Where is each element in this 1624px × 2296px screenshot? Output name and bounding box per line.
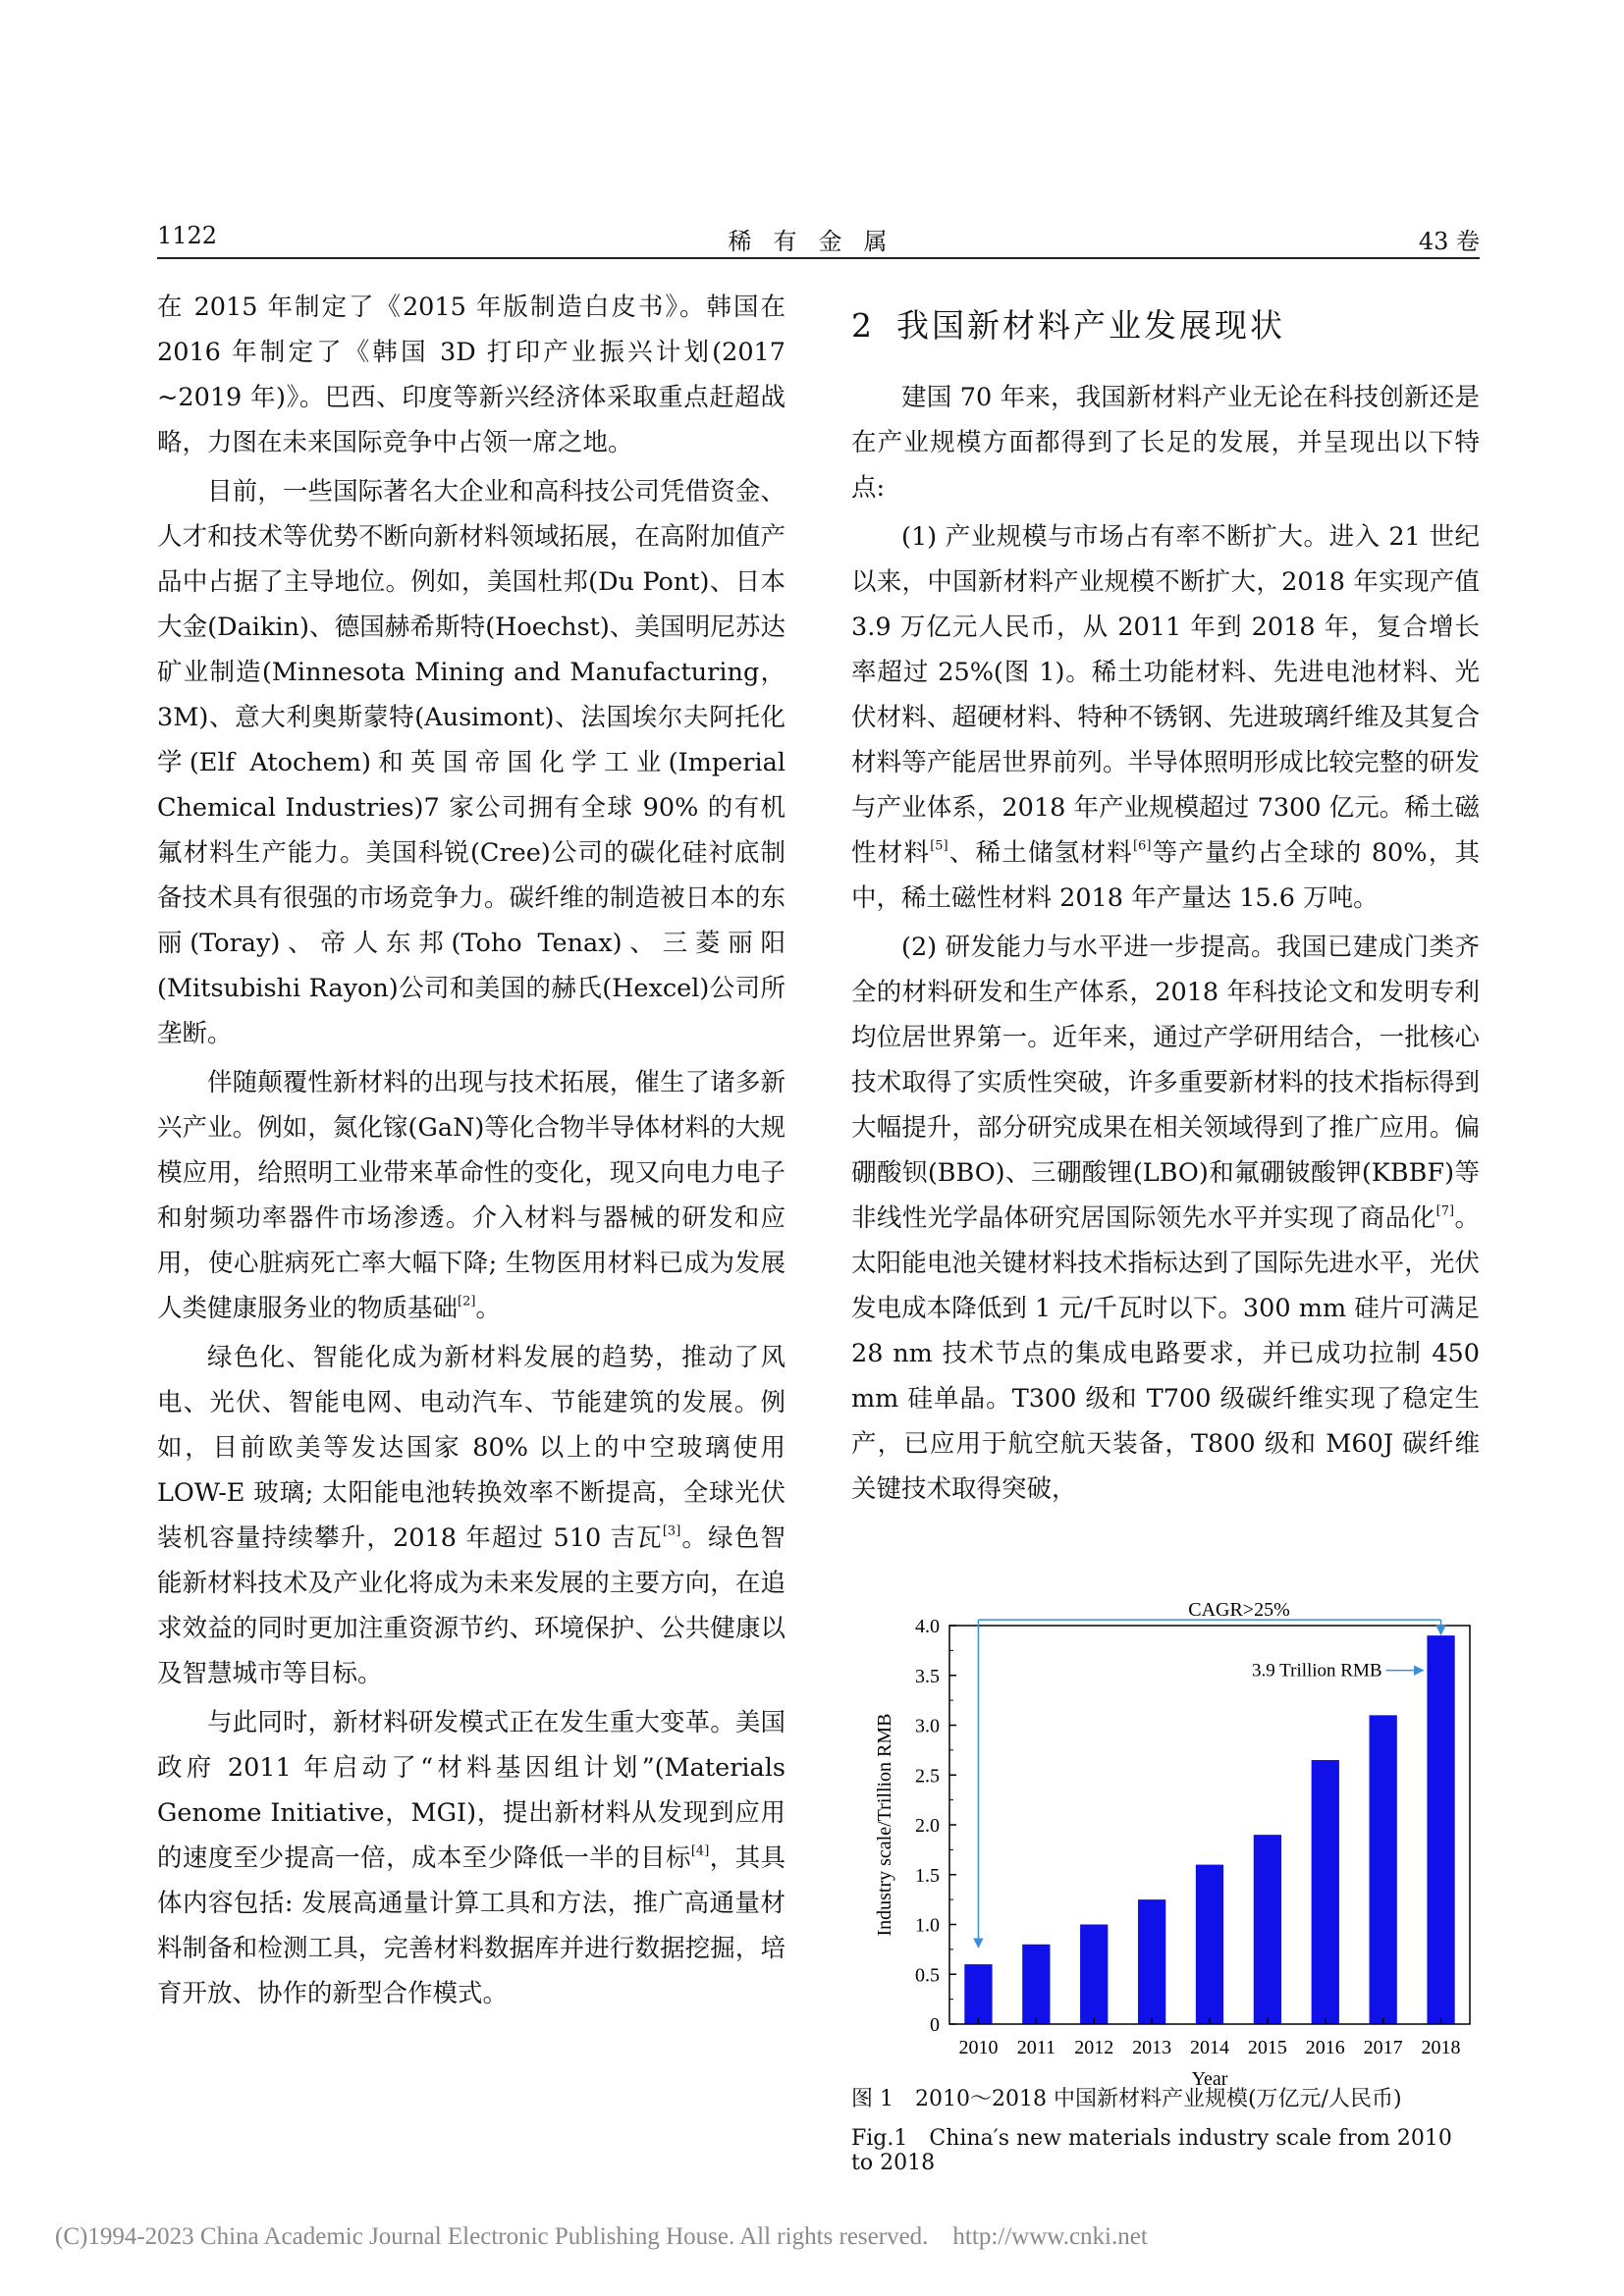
bar [1138,1899,1165,2024]
paragraph: 伴随颠覆性新材料的出现与技术拓展，催生了诸多新兴产业。例如，氮化镓(GaN)等化合物半导体材料的大规模应用，给照明工业带来革命性的变化，现又向电力电子和射频功率器件市场渗透。介入材料与器械的研发和应用，使心脏病死亡率大幅下降; 生物医用材料已成为发展人类健康服务业的物质基础[2]。 [157,1068,785,1323]
y-tick-label: 1.0 [915,1914,940,1937]
bar [1312,1760,1339,2024]
y-tick-label: 0 [930,2014,940,2036]
bar [1080,1925,1108,2025]
figure-caption-en [851,2126,1480,2175]
y-axis-label: Industry scale/Trillion RMB [874,1713,895,1937]
paragraph: (1) 产业规模与市场占有率不断扩大。进入 21 世纪以来，中国新材料产业规模不断扩大，2018 年实现产值 3.9 万亿元人民币，从 2011 年到 2018 年，复合增长率超过 25%(图 1)。稀土功能材料、先进电池材料、光伏材料、超硬材料、特种不锈钢、先进玻璃纤维及其复合材料等产能居世界前列。半导体照明形成比较完整的研发与产业体系，2018 年产业规模超过 7300 亿元。稀土磁性材料[5]、稀土储氢材料[6]等产量约占全球的 80%，其中，稀土磁性材料 2018 年产量达 15.6 万吨。 [851,522,1480,913]
y-tick-label: 3.5 [915,1665,940,1687]
citation: [3] [662,1523,681,1539]
bar [1370,1715,1397,2024]
volume-label: 43 卷 [1418,228,1480,255]
value-annotation: 3.9 Trillion RMB [1252,1660,1382,1682]
copyright-footer [55,2223,1148,2251]
x-tick-label: 2014 [1190,2037,1229,2058]
section-title: 我国新材料产业发展现状 [896,306,1285,345]
paragraph: 与此同时，新材料研发模式正在发生重大变革。美国政府 2011 年启动了“材料基因组计划”(Materials Genome Initiative，MGI)，提出新材料从发现到应用的速度至少提高一倍，成本至少降低一半的目标[4]，其具体内容包括: 发展高通量计算工具和方法，推广高通量材料制备和检测工具，完善材料数据库并进行数据挖掘，培育开放、协作的新型合作模式。 [157,1708,785,2008]
y-tick-label: 1.5 [915,1864,940,1887]
section-heading [851,306,1480,346]
bar [1254,1835,1281,2024]
paragraph: 绿色化、智能化成为新材料发展的趋势，推动了风电、光伏、智能电网、电动汽车、节能建筑的发展。例如，目前欧美等发达国家 80% 以上的中空玻璃使用 LOW-E 玻璃; 太阳能电池转换效率不断提高，全球光伏装机容量持续攀升，2018 年超过 510 吉瓦[3]。绿色智能新材料技术及产业化将成为未来发展的主要方向，在追求效益的同时更加注重资源节约、环境保护、公共健康以及智慧城市等目标。 [157,1343,785,1688]
x-tick-label: 2011 [1016,2037,1056,2058]
copyright-text: (C)1994-2023 China Academic Journal Electronic Publishing House. All rights reserved. [55,2223,929,2250]
y-tick-label: 2.0 [915,1815,940,1837]
bar [1022,1945,1050,2024]
citation: [2] [458,1294,476,1309]
x-tick-label: 2015 [1247,2037,1287,2058]
citation: [6] [1132,838,1152,854]
figure-label: 图 1 [851,2087,893,2111]
paragraph: 建国 70 年来，我国新材料产业无论在科技创新还是在产业规模方面都得到了长足的发展，并呈现出以下特点: [851,383,1480,503]
bar [964,1964,992,2024]
x-axis-label: Year [1191,2068,1228,2090]
bar [1427,1635,1454,2024]
y-tick-label: 2.5 [915,1765,940,1788]
x-tick-label: 2010 [958,2037,999,2058]
x-tick-label: 2013 [1132,2037,1172,2058]
x-tick-label: 2016 [1305,2037,1345,2058]
citation: [5] [930,838,948,854]
citation: [4] [690,1843,710,1859]
running-header [157,218,1480,259]
caption-text: 2010～2018 中国新材料产业规模(万亿元/人民币) [915,2087,1402,2111]
x-tick-label: 2018 [1421,2037,1461,2058]
paragraph: 在 2015 年制定了《2015 年版制造白皮书》。韩国在 2016 年制定了《韩国 3D 打印产业振兴计划(2017 ~2019 年)》。巴西、印度等新兴经济体采取重点赶超战略，力图在未来国际竞争中占领一席之地。 [157,293,785,457]
bar [1196,1865,1223,2024]
site-url: http://www.cnki.net [952,2223,1148,2250]
right-column [851,285,1480,1516]
journal-title: 稀有金属 [728,228,909,255]
y-tick-label: 4.0 [915,1616,940,1637]
page-number: 1122 [157,222,218,249]
cagr-label: CAGR>25% [1188,1599,1290,1622]
figure-caption-zh [851,2082,1480,2112]
x-tick-label: 2012 [1074,2037,1114,2058]
citation: [7] [1435,1203,1455,1219]
figure-1 [851,1599,1480,2090]
bar-chart [851,1599,1480,2090]
paragraph: (2) 研发能力与水平进一步提高。我国已建成门类齐全的材料研发和生产体系，2018 年科技论文和发明专利均位居世界第一。近年来，通过产学研用结合，一批核心技术取得了实质性突破，许多重要新材料的技术指标得到大幅提升，部分研究成果在相关领域得到了推广应用。偏硼酸钡(BBO)、三硼酸锂(LBO)和氟硼铍酸钾(KBBF)等非线性光学晶体研究居国际领先水平并实现了商品化[7]。太阳能电池关键材料技术指标达到了国际先进水平，光伏发电成本降低到 1 元/千瓦时以下。300 mm 硅片可满足 28 nm 技术节点的集成电路要求，并已成功拉制 450 mm 硅单晶。T300 级和 T700 级碳纤维实现了稳定生产，已应用于航空航天装备，T800 级和 M60J 碳纤维关键技术取得突破， [851,933,1480,1504]
y-tick-label: 0.5 [915,1964,940,1987]
y-tick-label: 3.0 [915,1715,940,1737]
x-tick-label: 2017 [1363,2037,1403,2058]
caption-text: China′s new materials industry scale from 2010 to 2018 [851,2126,1452,2175]
left-column [157,285,785,2020]
section-number: 2 [851,306,875,345]
paragraph: 目前，一些国际著名大企业和高科技公司凭借资金、人才和技术等优势不断向新材料领域拓展，在高附加值产品中占据了主导地位。例如，美国杜邦(Du Pont)、日本大金(Daikin)、德国赫希斯特(Hoechst)、美国明尼苏达矿业制造(Minnesota Mining and Manufacturing，3M)、意大利奥斯蒙特(Ausimont)、法国埃尔夫阿托化学(Elf Atochem)和英国帝国化学工业(Imperial Chemical Industries)7 家公司拥有全球 90% 的有机氟材料生产能力。美国科锐(Cree)公司的碳化硅衬底制备技术具有很强的市场竞争力。碳纤维的制造被日本的东丽(Toray)、帝人东邦(Toho Tenax)、三菱丽阳(Mitsubishi Rayon)公司和美国的赫氏(Hexcel)公司所垄断。 [157,477,785,1048]
figure-label: Fig.1 [851,2126,908,2151]
